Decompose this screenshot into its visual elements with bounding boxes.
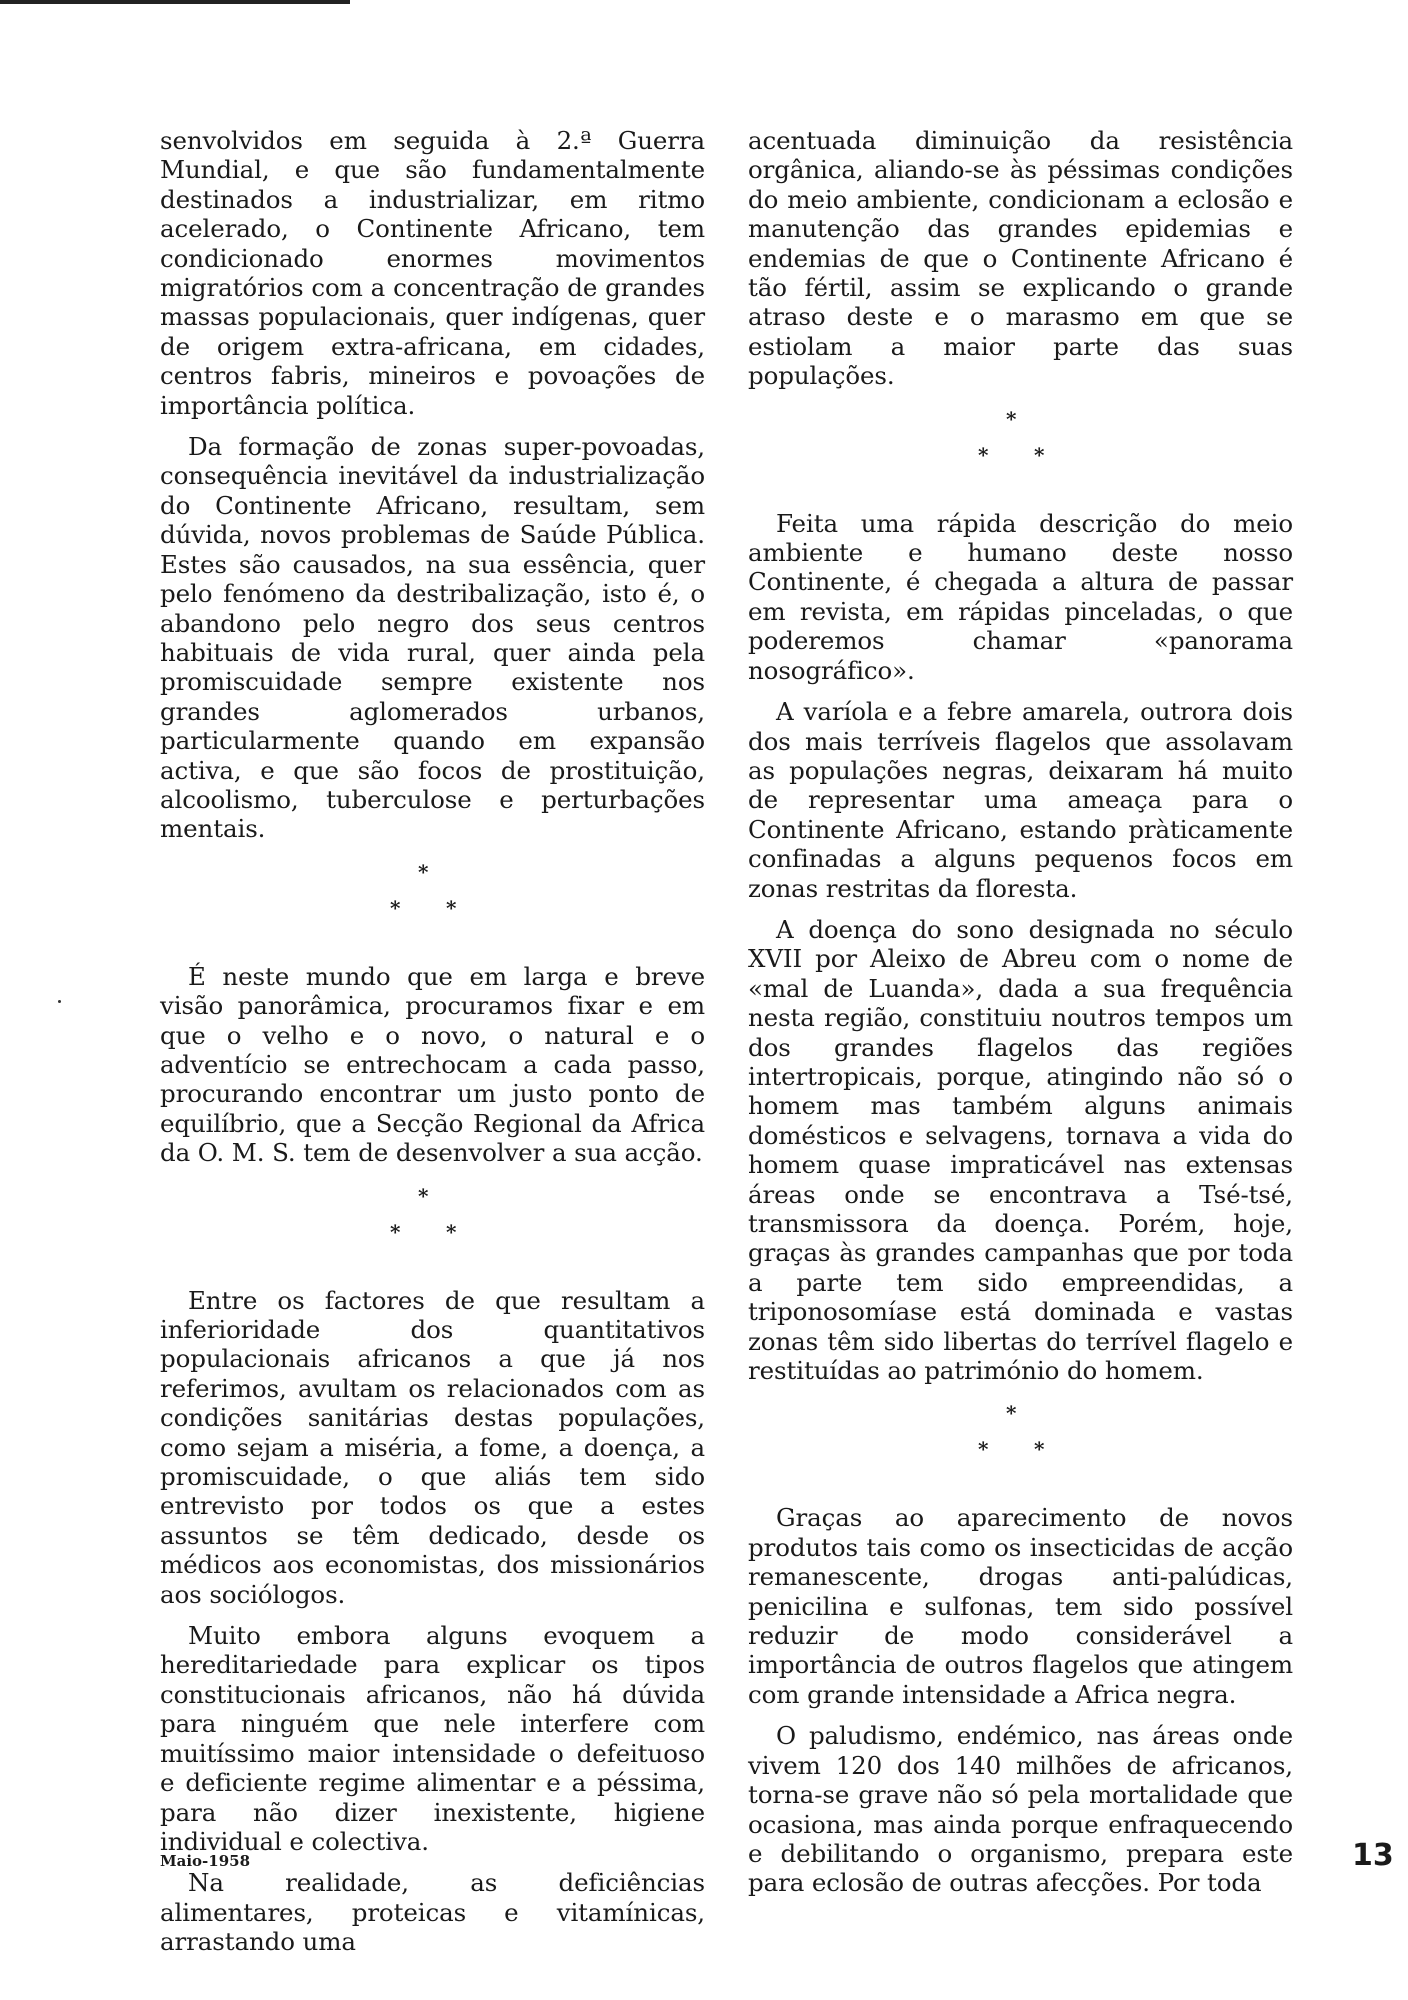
left-column — [160, 126, 705, 1969]
separator-star: * — [418, 859, 429, 884]
section-separator — [160, 1180, 705, 1272]
section-separator — [748, 403, 1293, 495]
separator-star: * — [1006, 406, 1017, 431]
paragraph: Entre os factores de que resultam a inferioridade dos quantitativos populacionais africanos a que já nos referimos, avultam os relacionados com as condições sanitárias destas populações, como sejam a miséria, a fome, a doença, a promiscuidade, o que aliás tem sido entrevisto por todos os que a estes assuntos se têm dedicado, desde os médicos aos economistas, dos missionários aos sociólogos. — [160, 1285, 705, 1609]
paragraph: Na realidade, as deficiências alimentares, proteicas e vitamínicas, arrastando uma — [160, 1868, 705, 1957]
separator-star: * — [978, 442, 989, 467]
scan-speck — [58, 1000, 61, 1003]
top-rule — [0, 0, 350, 4]
paragraph: senvolvidos em seguida à 2.ª Guerra Mundial, e que são fundamentalmente destinados a industrializar, em ritmo acelerado, o Continente Africano, tem condicionado enormes movimentos migratórios com a concentração de grandes massas populacionais, quer indígenas, quer de origem extra-africana, em cidades, centros fabris, mineiros e povoações de importância política. — [160, 126, 705, 420]
separator-star: * — [1034, 442, 1045, 467]
paragraph: A varíola e a febre amarela, outrora dois dos mais terríveis flagelos que assolavam as populações negras, deixaram há muito de representar uma ameaça para o Continente Africano, estando pràticamente confinadas a alguns pequenos focos em zonas restritas da floresta. — [748, 697, 1293, 903]
right-column — [748, 126, 1293, 1910]
paragraph: O paludismo, endémico, nas áreas onde vivem 120 dos 140 milhões de africanos, torna-se grave não só pela mortalidade que ocasiona, mas ainda porque enfraquecendo e debilitando o organismo, prepara este para eclosão de outras afecções. Por toda — [748, 1721, 1293, 1898]
paragraph: Muito embora alguns evoquem a hereditariedade para explicar os tipos constitucionais africanos, não há dúvida para ninguém que nele interfere com muitíssimo maior intensidade o defeituoso e deficiente regime alimentar e a péssima, para não dizer inexistente, higiene individual e colectiva. — [160, 1621, 705, 1856]
footer-date: Maio-1958 — [160, 1852, 250, 1870]
page-number: 13 — [1352, 1838, 1394, 1873]
separator-star: * — [978, 1437, 989, 1462]
section-separator — [748, 1397, 1293, 1489]
paragraph: Da formação de zonas super-povoadas, consequência inevitável da industrialização do Continente Africano, resultam, sem dúvida, novos problemas de Saúde Pública. Estes são causados, na sua essência, quer pelo fenómeno da destribalização, isto é, o abandono pelo negro dos seus centros habituais de vida rural, quer ainda pela promiscuidade sempre existente nos grandes aglomerados urbanos, particularmente quando em expansão activa, e que são focos de prostituição, alcoolismo, tuberculose e perturbações mentais. — [160, 432, 705, 844]
paragraph: É neste mundo que em larga e breve visão panorâmica, procuramos fixar e em que o velho e o novo, o natural e o adventício se entrechocam a cada passo, procurando encontrar um justo ponto de equilíbrio, que a Secção Regional da Africa da O. M. S. tem de desenvolver a sua acção. — [160, 961, 705, 1168]
separator-star: * — [446, 1219, 457, 1244]
separator-star: * — [1034, 1437, 1045, 1462]
paragraph: A doença do sono designada no século XVII por Aleixo de Abreu com o nome de «mal de Luanda», dada a sua frequência nesta região, constituiu noutros tempos um dos grandes flagelos das regiões intertropicais, porque, atingindo não só o homem mas também alguns animais domésticos e selvagens, tornava a vida do homem quase impraticável nas extensas áreas onde se encontrava a Tsé-tsé, transmissora da doença. Porém, hoje, graças às grandes campanhas que por toda a parte tem sido empreendidas, a triponosomíase está dominada e vastas zonas têm sido libertas do terrível flagelo e restituídas ao património do homem. — [748, 914, 1293, 1386]
separator-star: * — [1006, 1401, 1017, 1426]
separator-star: * — [418, 1183, 429, 1208]
separator-star: * — [390, 895, 401, 920]
section-separator — [160, 856, 705, 948]
paragraph: acentuada diminuição da resistência orgânica, aliando-se às péssimas condições do meio ambiente, condicionam a eclosão e manutenção das grandes epidemias e endemias de que o Continente Africano é tão fértil, assim se explicando o grande atraso deste e o marasmo em que se estiolam a maior parte das suas populações. — [748, 126, 1293, 391]
paragraph: Feita uma rápida descrição do meio ambiente e humano deste nosso Continente, é chegada a altura de passar em revista, em rápidas pinceladas, o que poderemos chamar «panorama nosográfico». — [748, 508, 1293, 685]
separator-star: * — [390, 1219, 401, 1244]
paragraph: Graças ao aparecimento de novos produtos tais como os insecticidas de acção remanescente, drogas anti-palúdicas, penicilina e sulfonas, tem sido possível reduzir de modo considerável a importância de outros flagelos que atingem com grande intensidade a Africa negra. — [748, 1503, 1293, 1709]
separator-star: * — [446, 895, 457, 920]
